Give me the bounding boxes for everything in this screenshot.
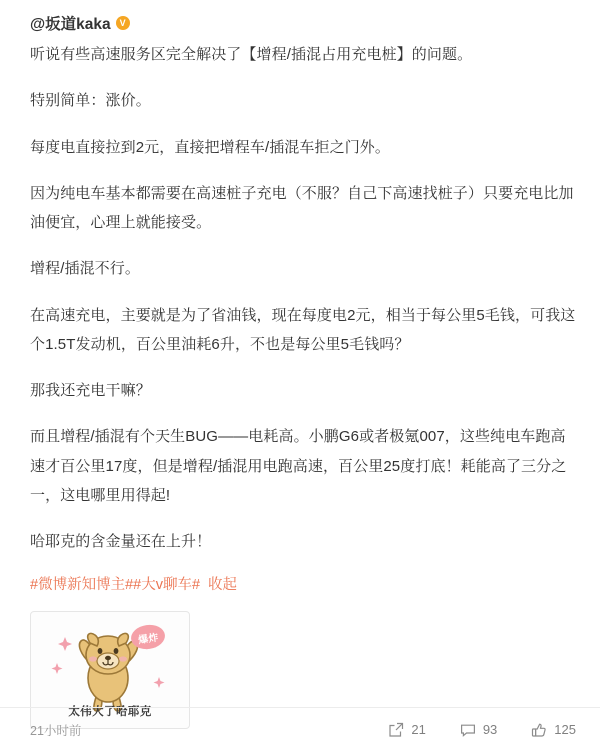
post-paragraph: 哈耶克的含金量还在上升！ <box>30 533 212 550</box>
post-paragraph: 因为纯电车基本都需要在高速桩子充电（不服？自己下高速找桩子）只要充电比加油便宜，心理上就能接受。 <box>30 184 574 231</box>
hashtag-link[interactable]: #微博新知博主# <box>30 577 134 594</box>
post-paragraph: 听说有些高速服务区完全解决了【增程/插混占用充电桩】的问题。 <box>30 46 473 63</box>
action-bar <box>388 722 576 738</box>
sticker-bubble-text: 爆炸 <box>129 623 166 651</box>
comment-icon <box>460 722 476 738</box>
post-body <box>30 40 576 556</box>
post-footer <box>0 707 600 751</box>
post-paragraph: 增程/插混不行。 <box>30 260 140 278</box>
hashtag-link[interactable]: #大v聊车# <box>133 577 201 594</box>
author-row <box>30 10 576 36</box>
like-count: 125 <box>554 722 576 737</box>
comment-count: 93 <box>482 722 498 737</box>
post-paragraph: 那我还充电干嘛？ <box>30 382 151 399</box>
post-paragraph: 每度电直接拉到2元，直接把增程车/插混车拒之门外。 <box>30 138 391 156</box>
post-paragraph: 特别简单：涨价。 <box>30 92 151 110</box>
comment-button[interactable] <box>460 722 497 738</box>
post-timestamp: 21小时前 <box>30 723 82 738</box>
sticker-caption: 太伟大了哈耶克 <box>68 706 152 719</box>
author-name[interactable]: @坂道kaka <box>30 16 111 33</box>
share-button[interactable] <box>388 722 425 738</box>
like-button[interactable] <box>531 722 576 738</box>
post-paragraph: 而且增程/插混有个天生BUG——电耗高。小鹏G6或者极氪007，这些纯电车跑高速才百公里17度，但是增程/插混用电跑高速，百公里25度打底！耗能高了三分之一，这电哪里用得起! <box>30 428 567 504</box>
post-paragraph: 在高速充电，主要就是为了省油钱，现在每度电2元，相当于每公里5毛钱，可我这个1.5T发动机，百公里油耗6升，不也是每公里5毛钱吗？ <box>30 306 576 353</box>
verified-badge-icon: V <box>116 16 130 30</box>
hashtag-row <box>30 574 576 597</box>
like-icon <box>531 722 547 738</box>
share-count: 21 <box>411 722 426 737</box>
share-icon <box>388 722 404 738</box>
collapse-button[interactable]: 收起 <box>208 577 238 594</box>
